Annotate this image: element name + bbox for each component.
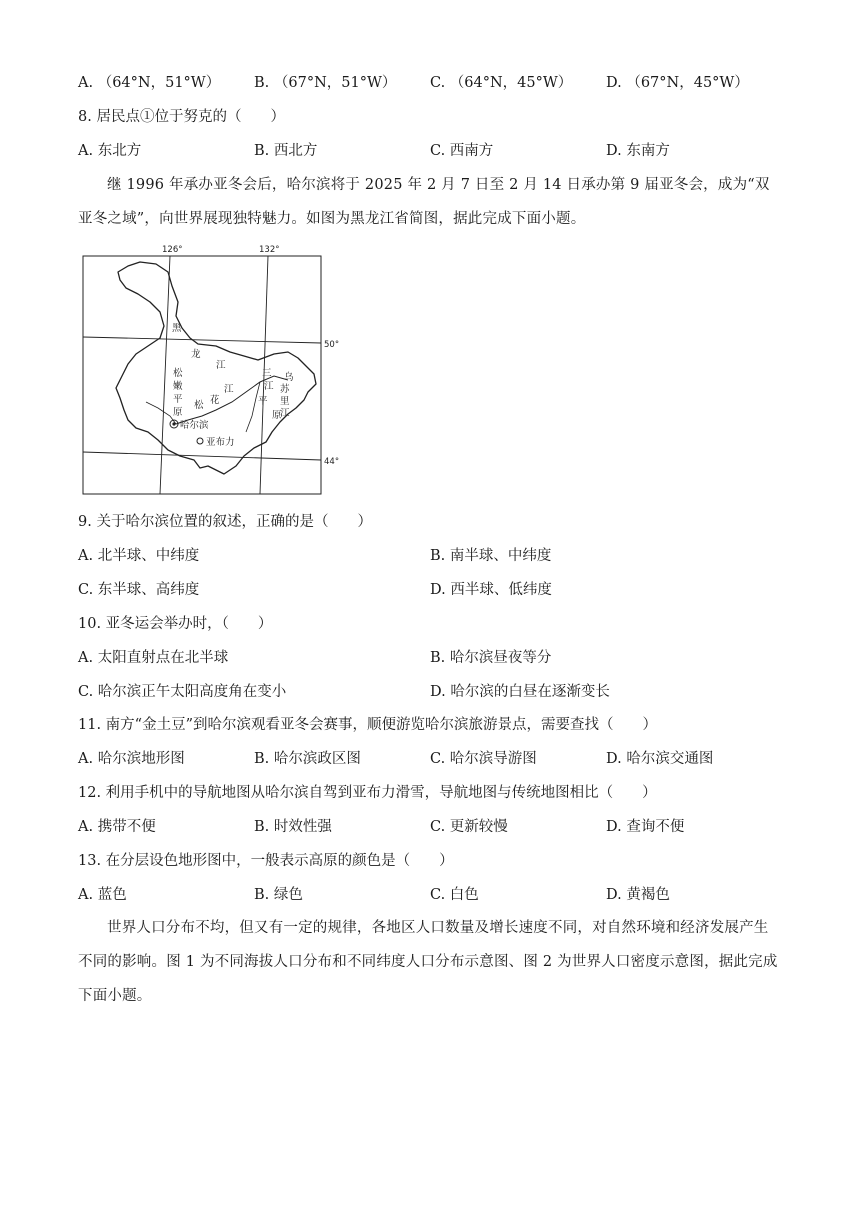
label-sanjiang-2: 江 xyxy=(264,381,274,392)
yabuli-marker xyxy=(197,438,203,444)
q8-option-a[interactable]: A. 东北方 xyxy=(78,143,142,159)
label-songnen-2: 嫩 xyxy=(173,381,183,392)
label-songnen-1: 松 xyxy=(173,368,183,379)
label-songnen-3: 平 xyxy=(173,394,183,405)
label-wusuli-3: 里 xyxy=(280,396,290,407)
label-sanjiang-1: 三 xyxy=(262,368,272,379)
lat-label-44: 44° xyxy=(324,457,340,467)
label-wusuli-1: 乌 xyxy=(284,372,294,383)
q11-option-b[interactable]: B. 哈尔滨政区图 xyxy=(254,751,361,767)
parallel-50 xyxy=(83,337,321,343)
label-sanjiang-4: 原 xyxy=(272,410,282,421)
q13-option-b[interactable]: B. 绿色 xyxy=(254,887,303,903)
q8-option-d[interactable]: D. 东南方 xyxy=(606,143,670,159)
q9-option-b[interactable]: B. 南半球、中纬度 xyxy=(430,548,552,564)
q11-option-c[interactable]: C. 哈尔滨导游图 xyxy=(430,751,537,767)
label-heilongjiang-3: 江 xyxy=(216,360,226,371)
passage-heilongjiang: 继 1996 年承办亚冬会后，哈尔滨将于 2025 年 2 月 7 日至 2 月 14 日承办第 9 届亚冬会，成为“双亚冬之域”，向世界展现独特魅力。如图为黑龙江省简图，据此完成下面小题。 xyxy=(78,177,770,227)
q9-option-c[interactable]: C. 东半球、高纬度 xyxy=(78,582,200,598)
label-songhua-1: 松 xyxy=(194,400,204,411)
label-songhua-3: 江 xyxy=(224,384,234,395)
q8-option-c[interactable]: C. 西南方 xyxy=(430,143,494,159)
q7-option-b[interactable]: B. （67°N，51°W） xyxy=(254,75,397,91)
label-heilongjiang-1: 黑 xyxy=(172,323,182,334)
label-songhua-2: 花 xyxy=(210,395,220,406)
q11-option-a[interactable]: A. 哈尔滨地形图 xyxy=(78,751,185,767)
label-heilongjiang-2: 龙 xyxy=(191,349,201,360)
q13-option-a[interactable]: A. 蓝色 xyxy=(78,887,127,903)
parallel-44 xyxy=(83,452,321,460)
q11-stem: 11. 南方“金土豆”到哈尔滨观看亚冬会赛事，顺便游览哈尔滨旅游景点，需要查找（ ） xyxy=(78,717,657,733)
lat-label-50: 50° xyxy=(324,340,340,350)
q13-option-c[interactable]: C. 白色 xyxy=(430,887,479,903)
q8-option-b[interactable]: B. 西北方 xyxy=(254,143,318,159)
q10-stem: 10. 亚冬运会举办时，（ ） xyxy=(78,616,273,632)
q10-option-d[interactable]: D. 哈尔滨的白昼在逐渐变长 xyxy=(430,684,610,700)
q12-option-c[interactable]: C. 更新较慢 xyxy=(430,819,508,835)
q10-option-b[interactable]: B. 哈尔滨昼夜等分 xyxy=(430,650,552,666)
q13-option-d[interactable]: D. 黄褐色 xyxy=(606,887,670,903)
label-harbin: 哈尔滨 xyxy=(180,420,209,431)
q7-option-a[interactable]: A. （64°N，51°W） xyxy=(78,75,221,91)
q10-option-a[interactable]: A. 太阳直射点在北半球 xyxy=(78,650,229,666)
q7-option-c[interactable]: C. （64°N，45°W） xyxy=(430,75,573,91)
label-wusuli-4: 江 xyxy=(280,408,290,419)
q9-stem: 9. 关于哈尔滨位置的叙述，正确的是（ ） xyxy=(78,514,372,530)
lon-label-132: 132° xyxy=(259,245,280,255)
heilongjiang-map xyxy=(76,242,366,498)
q12-option-a[interactable]: A. 携带不便 xyxy=(78,819,156,835)
q7-option-d[interactable]: D. （67°N，45°W） xyxy=(606,75,749,91)
label-songnen-4: 原 xyxy=(173,407,183,418)
q10-option-c[interactable]: C. 哈尔滨正午太阳高度角在变小 xyxy=(78,684,287,700)
label-yabuli: 亚布力 xyxy=(206,437,235,448)
q12-option-d[interactable]: D. 查询不便 xyxy=(606,819,685,835)
q12-stem: 12. 利用手机中的导航地图从哈尔滨自驾到亚布力滑雪，导航地图与传统地图相比（ ） xyxy=(78,785,657,801)
map-svg xyxy=(76,242,366,498)
q11-option-d[interactable]: D. 哈尔滨交通图 xyxy=(606,751,714,767)
q13-stem: 13. 在分层设色地形图中，一般表示高原的颜色是（ ） xyxy=(78,853,454,869)
passage-population: 世界人口分布不均，但又有一定的规律，各地区人口数量及增长速度不同，对自然环境和经济发展产生不同的影响。图 1 为不同海拔人口分布和不同纬度人口分布示意图、图 2 为世界人口密度示意图，据此完成下面小题。 xyxy=(78,920,778,1004)
label-sanjiang-3: 平 xyxy=(258,396,268,407)
q9-option-d[interactable]: D. 西半球、低纬度 xyxy=(430,582,552,598)
q12-option-b[interactable]: B. 时效性强 xyxy=(254,819,332,835)
harbin-marker-dot xyxy=(172,422,175,425)
q8-stem: 8. 居民点①位于努克的（ ） xyxy=(78,109,285,125)
meridian-126 xyxy=(160,256,170,494)
q9-option-a[interactable]: A. 北半球、中纬度 xyxy=(78,548,200,564)
lon-label-126: 126° xyxy=(162,245,183,255)
wusuli-river xyxy=(246,382,260,432)
label-wusuli-2: 苏 xyxy=(280,384,290,395)
